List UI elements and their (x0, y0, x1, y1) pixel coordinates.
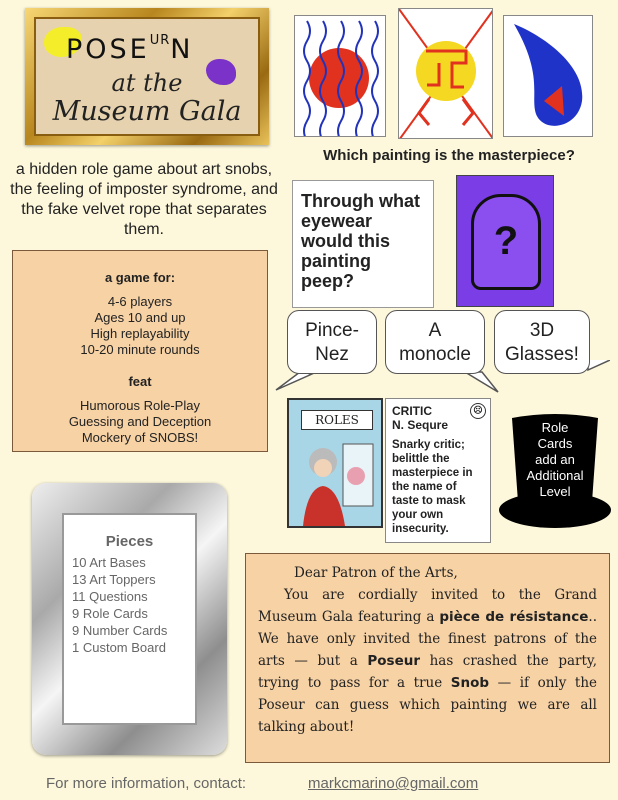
contact-label: For more information, contact: (46, 775, 247, 792)
game-details-box (12, 250, 268, 452)
contact-email-link[interactable]: markcmarino@gmail.com (308, 775, 479, 792)
masterpiece-question: Which painting is the masterpiece? (323, 147, 575, 164)
critic-description: Snarky critic; belittle the masterpiece in the name of taste to mask your own insecurity. (392, 439, 473, 535)
hat-line: add an (535, 452, 575, 467)
list-item: 10 Art Bases (72, 555, 146, 570)
list-item: 1 Custom Board (72, 640, 166, 655)
answer-bubble-3d-glasses (494, 310, 590, 374)
question-mark-icon: ? (493, 219, 519, 263)
feat-heading: feat (128, 374, 152, 389)
letter-text: has crashed the party, trying to pass for a true (258, 653, 598, 691)
answer-bubble-monocle (385, 310, 485, 374)
pieces-frame (32, 483, 227, 755)
roles-label: ROLES (301, 410, 373, 430)
letter-text: — if only the Poseur can guess which painting we are all talking about! (258, 675, 597, 735)
hat-line: Level (539, 484, 571, 499)
answer-bubble-pince-nez (287, 310, 377, 374)
painting-yellow-face (398, 8, 493, 139)
list-item: Guessing and Deception (68, 414, 212, 429)
list-item: High replayability (90, 326, 190, 341)
answer-line: Nez (315, 344, 349, 365)
list-item: 11 Questions (72, 589, 148, 604)
painting-blue-drop (503, 15, 593, 137)
frowning-face-icon: ☹ (470, 403, 486, 419)
invitation-letter (245, 553, 610, 763)
list-item: Mockery of SNOBS! (81, 430, 199, 445)
letter-text: You are cordially invited to the Grand Museum Gala featuring a (258, 587, 597, 625)
game-title-poseur: $POSE^{UR}N$ (66, 33, 194, 65)
hat-line: Role (541, 420, 569, 435)
critic-title: CRITIC (392, 404, 432, 418)
answer-line: 3D (529, 320, 555, 341)
answer-line: A (428, 320, 442, 341)
list-item: Humorous Role-Play (80, 398, 200, 413)
painting-red-circle-wavy-lines (294, 15, 386, 137)
tagline: a hidden role game about art snobs, the feeling of imposter syndrome, and the fake velvet rope that separates them. (10, 161, 278, 238)
list-item: 13 Art Toppers (72, 572, 156, 587)
list-item: 9 Number Cards (72, 623, 168, 638)
game-title-museum-gala: Museum Gala (52, 96, 242, 127)
pieces-panel (62, 513, 197, 725)
pieces-title: Pieces (105, 533, 154, 550)
title-panel (34, 17, 260, 136)
answer-line: monocle (399, 344, 471, 365)
critic-portrait-icon (293, 436, 379, 526)
answer-line: Pince- (305, 320, 359, 341)
mystery-painting-card (456, 175, 554, 307)
hat-line: Additional (526, 468, 584, 483)
list-item: 10-20 minute rounds (80, 342, 200, 357)
top-hat-text (516, 420, 594, 500)
top-hat-icon (498, 410, 612, 530)
game-title-at-the: at the (111, 69, 183, 97)
hat-line: Cards (537, 436, 573, 451)
letter-text: .. We have only invited the finest patrons of the arts — but a (258, 609, 597, 669)
letter-body (258, 584, 597, 738)
critic-name: N. Sequre (392, 418, 449, 432)
letter-emphasis: pièce de résistance (439, 609, 589, 625)
ornate-frame-icon (471, 194, 541, 290)
letter-salutation: Dear Patron of the Arts, (294, 565, 458, 581)
letter-emphasis: Poseur (367, 653, 421, 669)
game-for-heading: a game for: (104, 270, 176, 285)
list-item: 9 Role Cards (72, 606, 148, 621)
letter-emphasis: Snob (450, 675, 490, 691)
roles-card (287, 398, 383, 528)
list-item: Ages 10 and up (94, 310, 186, 325)
answer-line: Glasses! (505, 344, 579, 365)
title-frame (25, 8, 269, 145)
critic-role-card (385, 398, 491, 543)
question-card: Through what eyewear would this painting peep? (292, 180, 434, 308)
list-item: 4-6 players (107, 294, 173, 309)
